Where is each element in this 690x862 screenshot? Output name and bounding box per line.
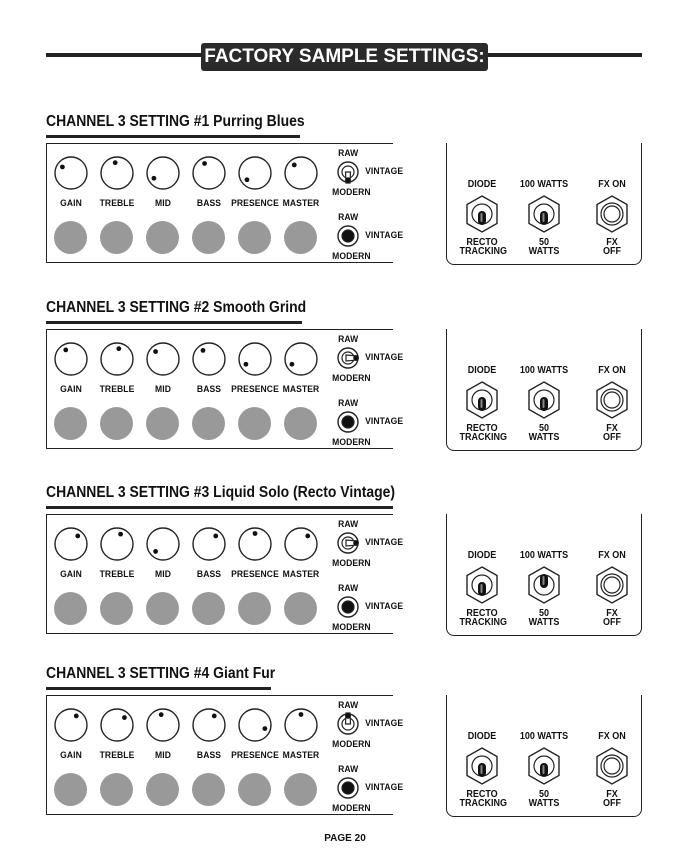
fx-jack-icon[interactable] [594,381,630,424]
knob-label: MID [155,198,171,209]
lower-knob[interactable] [54,592,87,625]
knob-dial-icon[interactable] [99,341,135,382]
switch-raw-label: RAW [338,519,359,530]
mode-switch-icon[interactable] [336,160,360,189]
title-underline [46,321,302,324]
watts-toggle-icon[interactable] [526,195,562,238]
diode-label: DIODE [467,365,497,376]
knob-dial-icon[interactable] [283,155,319,196]
recto-label: RECTO [466,237,498,248]
front-panel [46,514,404,634]
fx-jack-icon[interactable] [594,747,630,790]
watts-label: 100 WATTS [519,179,569,190]
off-label: OFF [603,246,621,257]
rectifier-toggle-icon[interactable] [464,381,500,424]
lower-knob[interactable] [54,221,87,254]
tracking-label: TRACKING [459,432,508,443]
lower-knob[interactable] [284,221,317,254]
fx-label-text: FX [606,789,618,800]
knob-dial-icon[interactable] [237,707,273,748]
rectifier-toggle-icon[interactable] [464,566,500,609]
knob-label: MASTER [282,198,320,209]
switch-raw-label: RAW [338,148,359,159]
lower-knob[interactable] [284,773,317,806]
off-label: OFF [603,617,621,628]
lower-knob[interactable] [100,773,133,806]
knob-label: BASS [196,750,222,761]
diode-label: DIODE [467,179,497,190]
fifty-label: 50 [538,789,550,800]
off-label: OFF [603,798,621,809]
watts-toggle-icon[interactable] [526,566,562,609]
lower-knob[interactable] [100,221,133,254]
knob-dial-icon[interactable] [99,155,135,196]
rear-panel [446,329,642,451]
mode-switch-icon[interactable] [336,712,360,741]
knob-dial-icon[interactable] [53,155,89,196]
switch-vintage-label: VINTAGE [365,416,404,427]
watts-unit-label: WATTS [528,432,560,443]
title-underline [46,135,300,138]
fx-jack-icon[interactable] [594,566,630,609]
switch-modern-label: MODERN [332,803,371,814]
lower-knob[interactable] [192,407,225,440]
front-panel [46,695,404,815]
lower-knob[interactable] [192,773,225,806]
knob-dial-icon[interactable] [237,155,273,196]
knob-dial-icon[interactable] [145,707,181,748]
knob-dial-icon[interactable] [191,526,227,567]
lower-knob[interactable] [146,773,179,806]
fx-on-label: FX ON [598,731,626,742]
lower-knob[interactable] [238,407,271,440]
lower-knob[interactable] [192,221,225,254]
switch-vintage-label: VINTAGE [365,537,404,548]
switch-vintage-label: VINTAGE [365,352,404,363]
lower-knob[interactable] [54,773,87,806]
fx-label-text: FX [606,608,618,619]
knob-label: TREBLE [99,750,135,761]
fx-label-text: FX [606,423,618,434]
setting-title: CHANNEL 3 SETTING #4 Giant Fur [46,665,276,682]
knob-label: TREBLE [99,384,135,395]
mode-switch-icon[interactable] [336,595,360,624]
mode-switch-icon[interactable] [336,776,360,805]
setting-title: CHANNEL 3 SETTING #1 Purring Blues [46,113,305,130]
recto-label: RECTO [466,608,498,619]
diode-label: DIODE [467,731,497,742]
knob-dial-icon[interactable] [145,341,181,382]
front-panel [46,143,404,263]
lower-knob[interactable] [238,221,271,254]
mode-switch-icon[interactable] [336,346,360,375]
mode-switch-icon[interactable] [336,410,360,439]
rear-panel [446,695,642,817]
lower-knob[interactable] [100,592,133,625]
knob-label: TREBLE [99,569,135,580]
fifty-label: 50 [538,608,550,619]
rear-panel [446,143,642,265]
knob-dial-icon[interactable] [99,526,135,567]
switch-raw-label: RAW [338,764,359,775]
knob-label: PRESENCE [231,198,279,209]
knob-label: GAIN [60,569,82,580]
rectifier-toggle-icon[interactable] [464,747,500,790]
knob-label: TREBLE [99,198,135,209]
knob-dial-icon[interactable] [53,341,89,382]
knob-dial-icon[interactable] [237,526,273,567]
switch-modern-label: MODERN [332,251,371,262]
title-underline [46,687,271,690]
watts-toggle-icon[interactable] [526,747,562,790]
rear-panel [446,514,642,636]
lower-knob[interactable] [238,773,271,806]
switch-raw-label: RAW [338,700,359,711]
switch-raw-label: RAW [338,583,359,594]
setting-section [0,484,690,644]
knob-label: PRESENCE [231,384,279,395]
tracking-label: TRACKING [459,798,508,809]
switch-vintage-label: VINTAGE [365,601,404,612]
knob-dial-icon[interactable] [99,707,135,748]
knob-label: GAIN [60,384,82,395]
setting-section [0,113,690,273]
switch-raw-label: RAW [338,212,359,223]
watts-unit-label: WATTS [528,798,560,809]
switch-raw-label: RAW [338,334,359,345]
knob-label: BASS [196,384,222,395]
fx-jack-icon[interactable] [594,195,630,238]
recto-label: RECTO [466,423,498,434]
setting-title: CHANNEL 3 SETTING #3 Liquid Solo (Recto Vintage) [46,484,396,501]
lower-knob[interactable] [284,592,317,625]
knob-dial-icon[interactable] [53,526,89,567]
switch-modern-label: MODERN [332,622,371,633]
setting-section [0,665,690,825]
switch-modern-label: MODERN [332,558,371,569]
knob-dial-icon[interactable] [145,526,181,567]
tracking-label: TRACKING [459,246,508,257]
rectifier-toggle-icon[interactable] [464,195,500,238]
knob-label: MID [155,384,171,395]
fx-on-label: FX ON [598,365,626,376]
fx-on-label: FX ON [598,179,626,190]
tracking-label: TRACKING [459,617,508,628]
knob-dial-icon[interactable] [283,341,319,382]
knob-label: BASS [196,569,222,580]
knob-dial-icon[interactable] [191,341,227,382]
switch-modern-label: MODERN [332,437,371,448]
knob-label: GAIN [60,198,82,209]
lower-knob[interactable] [146,221,179,254]
page-number: PAGE 20 [324,833,366,844]
switch-raw-label: RAW [338,398,359,409]
knob-label: MASTER [282,384,320,395]
watts-unit-label: WATTS [528,617,560,628]
knob-label: PRESENCE [231,569,279,580]
recto-label: RECTO [466,789,498,800]
fifty-label: 50 [538,423,550,434]
lower-knob[interactable] [146,592,179,625]
diode-label: DIODE [467,550,497,561]
knob-dial-icon[interactable] [283,526,319,567]
watts-toggle-icon[interactable] [526,381,562,424]
knob-label: GAIN [60,750,82,761]
knob-dial-icon[interactable] [283,707,319,748]
lower-knob[interactable] [54,407,87,440]
switch-vintage-label: VINTAGE [365,718,404,729]
watts-label: 100 WATTS [519,550,569,561]
switch-modern-label: MODERN [332,187,371,198]
lower-knob[interactable] [284,407,317,440]
lower-knob[interactable] [146,407,179,440]
knob-label: MID [155,569,171,580]
off-label: OFF [603,432,621,443]
knob-label: MID [155,750,171,761]
switch-vintage-label: VINTAGE [365,782,404,793]
knob-dial-icon[interactable] [145,155,181,196]
lower-knob[interactable] [100,407,133,440]
title-underline [46,506,393,509]
knob-label: MASTER [282,569,320,580]
mode-switch-icon[interactable] [336,224,360,253]
knob-dial-icon[interactable] [191,707,227,748]
fifty-label: 50 [538,237,550,248]
switch-vintage-label: VINTAGE [365,230,404,241]
switch-modern-label: MODERN [332,373,371,384]
setting-section [0,299,690,459]
watts-label: 100 WATTS [519,731,569,742]
watts-label: 100 WATTS [519,365,569,376]
fx-label-text: FX [606,237,618,248]
knob-dial-icon[interactable] [237,341,273,382]
page-title: FACTORY SAMPLE SETTINGS: [201,43,488,71]
front-panel [46,329,404,449]
fx-on-label: FX ON [598,550,626,561]
switch-vintage-label: VINTAGE [365,166,404,177]
switch-modern-label: MODERN [332,739,371,750]
mode-switch-icon[interactable] [336,531,360,560]
knob-label: PRESENCE [231,750,279,761]
lower-knob[interactable] [238,592,271,625]
setting-title: CHANNEL 3 SETTING #2 Smooth Grind [46,299,307,316]
watts-unit-label: WATTS [528,246,560,257]
knob-label: BASS [196,198,222,209]
knob-dial-icon[interactable] [191,155,227,196]
lower-knob[interactable] [192,592,225,625]
knob-dial-icon[interactable] [53,707,89,748]
knob-label: MASTER [282,750,320,761]
